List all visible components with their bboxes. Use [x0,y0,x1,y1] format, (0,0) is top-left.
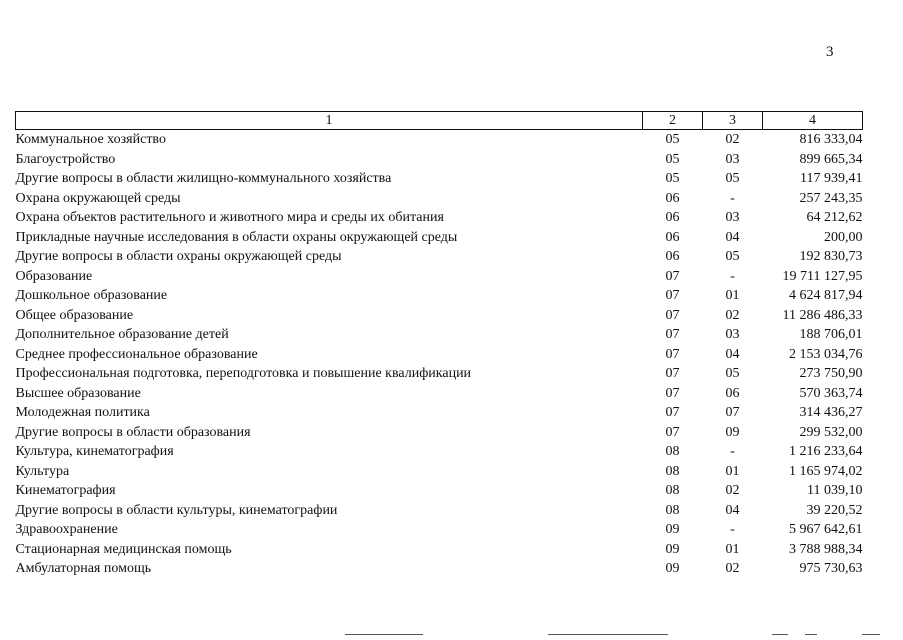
row-section-cell: 06 [665,210,680,225]
row-section-cell: 07 [665,424,680,440]
row-section-cell: 06 [665,249,680,264]
row-amount-cell: 11 286 486,33 [782,307,863,323]
table-row [16,559,863,579]
row-subsection-cell: 02 [725,561,740,576]
row-subsection-cell: 01 [725,541,740,557]
header-row [16,112,863,130]
row-section-cell: 05 [665,171,680,186]
row-amount-cell: 2 153 034,76 [789,346,863,362]
row-subsection-cell: 03 [725,327,740,342]
row-subsection-cell: 02 [725,307,740,323]
row-amount-cell: 64 212,62 [806,210,863,225]
table-row [16,189,863,209]
row-section-cell: 07 [665,366,680,381]
table-row [16,286,863,306]
row-subsection-cell: - [730,522,735,537]
row-name-cell: Высшее образование [15,385,141,401]
row-amount-cell: 257 243,35 [799,190,863,206]
row-name-cell: Амбулаторная помощь [15,561,152,576]
table-row [16,267,863,287]
row-name-cell: Кинематография [15,483,116,498]
row-section-cell: 08 [665,463,680,479]
row-name-cell: Другие вопросы в области культуры, кинематографии [15,502,338,518]
row-subsection-cell: 09 [725,424,740,440]
table-row [16,325,863,345]
row-subsection-cell: 02 [725,483,740,498]
row-section-cell: 08 [665,502,680,518]
row-section-cell: 07 [665,288,680,303]
table-body [16,130,863,579]
row-subsection-cell: - [730,444,735,459]
budget-table [15,111,863,579]
row-amount-cell: 188 706,01 [799,327,863,342]
row-name-cell: Другие вопросы в области жилищно-коммунального хозяйства [15,171,392,186]
row-subsection-cell: 02 [725,132,740,147]
row-name-cell: Коммунальное хозяйство [15,132,166,147]
row-section-cell: 08 [665,444,680,459]
footer-rule-1 [345,634,423,635]
row-subsection-cell: 04 [725,502,740,518]
table-row [16,130,863,150]
row-section-cell: 07 [665,268,680,284]
row-name-cell: Благоустройство [15,151,116,167]
table-row [16,228,863,248]
header-col-3: 3 [703,112,763,130]
row-section-cell: 07 [665,346,680,362]
table-row [16,345,863,365]
row-amount-cell: 3 788 988,34 [789,541,863,557]
row-name-cell: Другие вопросы в области охраны окружающей среды [15,249,342,264]
table-row [16,306,863,326]
row-name-cell: Другие вопросы в области образования [15,424,251,440]
row-subsection-cell: 04 [725,229,740,245]
table-row [16,208,863,228]
table-row [16,481,863,501]
row-name-cell: Стационарная медицинская помощь [15,541,232,557]
table-row [16,247,863,267]
row-subsection-cell: 05 [725,249,740,264]
footer-rule-5 [862,634,880,635]
row-subsection-cell: 05 [725,366,740,381]
row-amount-cell: 39 220,52 [806,502,863,518]
footer-rule-3 [772,634,788,635]
table-row [16,442,863,462]
row-name-cell: Прикладные научные исследования в области охраны окружающей среды [15,229,458,245]
header-col-1: 1 [16,112,643,130]
row-subsection-cell: - [730,268,735,284]
row-name-cell: Молодежная политика [15,405,150,420]
row-amount-cell: 19 711 127,95 [782,268,863,284]
row-subsection-cell: 01 [725,463,740,479]
row-section-cell: 07 [665,307,680,323]
row-section-cell: 06 [665,190,680,206]
row-amount-cell: 975 730,63 [799,561,863,576]
row-section-cell: 05 [665,151,680,167]
row-name-cell: Среднее профессиональное образование [15,346,258,362]
row-amount-cell: 1 165 974,02 [789,463,863,479]
table-row [16,150,863,170]
row-amount-cell: 200,00 [824,229,863,245]
row-section-cell: 07 [665,385,680,401]
row-section-cell: 08 [665,483,680,498]
row-subsection-cell: 03 [725,210,740,225]
table-row [16,169,863,189]
row-section-cell: 07 [665,405,680,420]
row-section-cell: 09 [665,541,680,557]
row-name-cell: Дошкольное образование [15,288,168,303]
row-section-cell: 06 [665,229,680,245]
row-name-cell: Охрана объектов растительного и животного мира и среды их обитания [15,210,444,225]
table-row [16,520,863,540]
table-row [16,462,863,482]
row-amount-cell: 117 939,41 [800,171,863,186]
table-row [16,384,863,404]
row-subsection-cell: 01 [725,288,740,303]
row-subsection-cell: 04 [725,346,740,362]
header-col-4: 4 [763,112,863,130]
row-section-cell: 05 [665,132,680,147]
row-amount-cell: 1 216 233,64 [789,444,863,459]
row-subsection-cell: 07 [725,405,740,420]
row-name-cell: Общее образование [15,307,134,323]
row-amount-cell: 314 436,27 [799,405,863,420]
row-name-cell: Здравоохранение [15,522,118,537]
row-name-cell: Образование [15,268,93,284]
footer-rule-4 [805,634,817,635]
row-section-cell: 09 [665,561,680,576]
row-amount-cell: 5 967 642,61 [789,522,863,537]
row-subsection-cell: 03 [725,151,740,167]
row-amount-cell: 273 750,90 [799,366,863,381]
row-name-cell: Охрана окружающей среды [15,190,181,206]
row-amount-cell: 299 532,00 [799,424,863,440]
table-row [16,403,863,423]
table-row [16,501,863,521]
row-subsection-cell: 05 [725,171,740,186]
row-subsection-cell: - [730,190,735,206]
table-row [16,364,863,384]
row-amount-cell: 11 039,10 [807,483,863,498]
row-subsection-cell: 06 [725,385,740,401]
row-section-cell: 09 [665,522,680,537]
row-amount-cell: 570 363,74 [799,385,863,401]
footer-rule-2 [548,634,668,635]
row-amount-cell: 192 830,73 [799,249,863,264]
row-name-cell: Культура, кинематография [15,444,174,459]
row-name-cell: Дополнительное образование детей [15,327,229,342]
row-name-cell: Профессиональная подготовка, переподготовка и повышение квалификации [15,366,472,381]
header-col-2: 2 [643,112,703,130]
table-header [16,112,863,130]
row-amount-cell: 816 333,04 [799,132,863,147]
row-name-cell: Культура [15,463,70,479]
table-row [16,423,863,443]
page-number: 3 [826,44,834,60]
row-section-cell: 07 [665,327,680,342]
row-amount-cell: 4 624 817,94 [789,288,863,303]
row-amount-cell: 899 665,34 [799,151,863,167]
table-row [16,540,863,560]
